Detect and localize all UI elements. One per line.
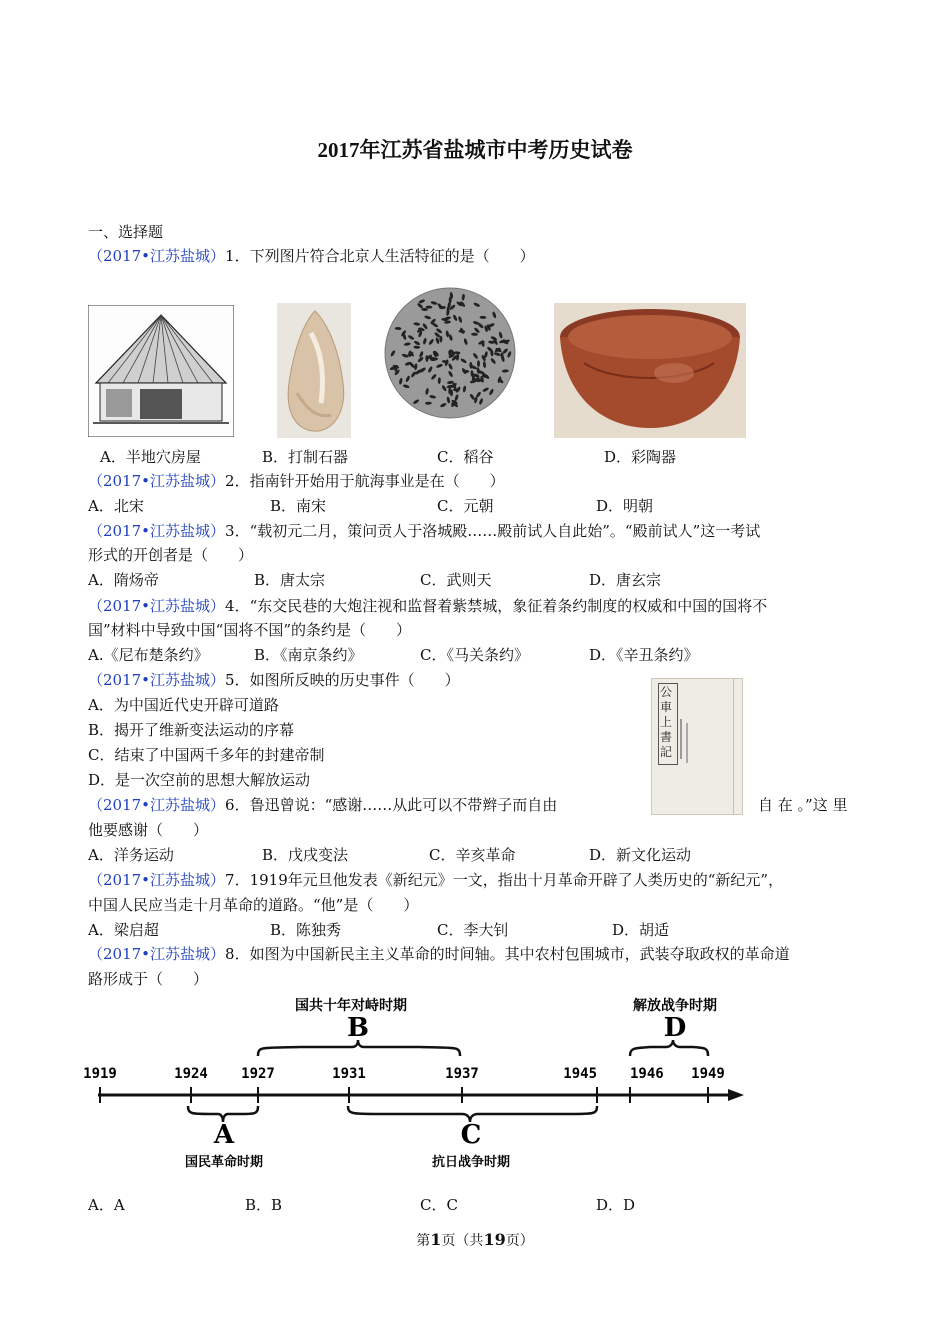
question-5 <box>88 671 460 689</box>
source-tag: （2017•江苏盐城） <box>88 871 226 889</box>
option-c: C．C <box>420 1196 458 1214</box>
source-tag: （2017•江苏盐城） <box>88 247 226 265</box>
source-tag: （2017•江苏盐城） <box>88 945 226 963</box>
question-stem: 指南针开始用于航海事业是在（ ） <box>249 472 505 490</box>
option-c: C．元朝 <box>437 497 494 515</box>
year-label-1949: 1949 <box>691 1066 725 1082</box>
footer-prefix: 第 <box>416 1233 431 1249</box>
option-b: B．打制石器 <box>262 448 349 466</box>
year-label-1945: 1945 <box>563 1066 597 1082</box>
option-c: C．稻谷 <box>437 448 494 466</box>
question-stem: 下列图片符合北京人生活特征的是（ ） <box>249 247 535 265</box>
source-tag: （2017•江苏盐城） <box>88 597 226 615</box>
option-b: B．南宋 <box>270 497 327 515</box>
year-label-1927: 1927 <box>241 1066 275 1082</box>
section-heading: 一、选择题 <box>88 223 164 241</box>
page-footer <box>0 1230 950 1250</box>
period-b-name: 国共十年对峙时期 <box>295 998 407 1014</box>
footer-suffix: 页） <box>505 1233 534 1249</box>
period-a-letter: A <box>213 1120 235 1150</box>
question-6-continued: 他要感谢（ ） <box>88 821 209 839</box>
option-d: D．彩陶器 <box>604 448 677 466</box>
question-4-continued: 国”材料中导致中国“国将不国”的条约是（ ） <box>88 621 412 639</box>
option-a: A．北宋 <box>88 497 144 515</box>
question-stem: “东交民巷的大炮注视和监督着紫禁城，象征着条约制度的权威和中国的国将不 <box>249 597 768 615</box>
question-number: 5． <box>225 671 250 689</box>
option-b: B．戊戌变法 <box>262 846 349 864</box>
timeline-arrow <box>728 1089 744 1101</box>
question-number: 4． <box>225 597 250 615</box>
period-b-brace <box>258 1040 460 1056</box>
period-a-name: 国民革命时期 <box>184 1155 264 1170</box>
question-stem: “载初元二月，策问贡人于洛城殿……殿前试人自此始”。“殿前试人”这一考试 <box>249 522 761 540</box>
footer-mid: 页（共 <box>441 1233 484 1249</box>
option-b: B．《南京条约》 <box>254 646 363 664</box>
year-label-1924: 1924 <box>174 1066 208 1082</box>
option-c: C．结束了中国两千多年的封建帝制 <box>88 746 325 764</box>
year-label-1919: 1919 <box>83 1066 117 1082</box>
question-4 <box>88 597 767 615</box>
question-stem: 如图所反映的历史事件（ ） <box>249 671 460 689</box>
option-d: D．胡适 <box>612 921 670 939</box>
period-c-letter: C <box>460 1120 482 1150</box>
option-b: B．揭开了维新变法运动的序幕 <box>88 721 295 739</box>
option-a: A．A <box>88 1196 125 1214</box>
year-label-1946: 1946 <box>630 1066 664 1082</box>
period-b-letter: B <box>347 1013 369 1043</box>
rice-grains-image <box>384 286 517 420</box>
option-d: D．《辛丑条约》 <box>589 646 699 664</box>
question-number: 6． <box>225 796 250 814</box>
option-d: D．D <box>596 1196 636 1214</box>
option-d: D．新文化运动 <box>589 846 692 864</box>
source-tag: （2017•江苏盐城） <box>88 522 226 540</box>
question-3 <box>88 522 760 540</box>
period-c-name: 抗日战争时期 <box>431 1155 511 1170</box>
year-label-1937: 1937 <box>445 1066 479 1082</box>
question-number: 7． <box>225 871 250 889</box>
question-number: 2． <box>225 472 250 490</box>
question-stem: 鲁迅曾说：“感谢……从此可以不带辫子而自由 <box>249 796 558 814</box>
current-page-number: 1 <box>430 1230 442 1249</box>
year-label-1931: 1931 <box>332 1066 366 1082</box>
option-d: D．唐玄宗 <box>589 571 662 589</box>
stone-tool-image <box>277 303 351 438</box>
total-page-count: 19 <box>483 1230 506 1249</box>
timeline-diagram <box>0 990 950 1180</box>
question-7-continued: 中国人民应当走十月革命的道路。“他”是（ ） <box>88 896 419 914</box>
source-tag: （2017•江苏盐城） <box>88 671 226 689</box>
option-a: A．梁启超 <box>88 921 159 939</box>
question-1 <box>88 247 535 265</box>
option-c: C．李大钊 <box>437 921 509 939</box>
option-a: A．半地穴房屋 <box>100 448 201 466</box>
option-c: C．《马关条约》 <box>420 646 529 664</box>
question-number: 8． <box>225 945 250 963</box>
option-a: A．隋炀帝 <box>88 571 159 589</box>
question-3-continued: 形式的开创者是（ ） <box>88 546 254 564</box>
question-8-continued: 路形成于（ ） <box>88 970 209 988</box>
book-cover-image <box>651 678 743 815</box>
question-number: 1． <box>225 247 250 265</box>
painted-pottery-image <box>554 303 746 438</box>
question-8 <box>88 945 790 963</box>
page-title: 2017年江苏省盐城市中考历史试卷 <box>317 138 633 162</box>
question-6 <box>88 796 557 814</box>
option-a: A.《尼布楚条约》 <box>88 646 209 664</box>
question-number: 3． <box>225 522 250 540</box>
source-tag: （2017•江苏盐城） <box>88 796 226 814</box>
question-stem: 1919年元旦他发表《新纪元》一文，指出十月革命开辟了人类历史的“新纪元”， <box>249 871 784 889</box>
question-6-tail: 自 在 。”这 里 <box>758 796 848 814</box>
period-d-letter: D <box>663 1013 687 1043</box>
question-7 <box>88 871 783 889</box>
source-tag: （2017•江苏盐城） <box>88 472 226 490</box>
option-a: A．洋务运动 <box>88 846 174 864</box>
option-b: B．B <box>245 1196 283 1214</box>
question-stem: 如图为中国新民主主义革命的时间轴。其中农村包围城市，武装夺取政权的革命道 <box>249 945 790 963</box>
option-d: D．明朝 <box>596 497 654 515</box>
option-c: C．辛亥革命 <box>429 846 516 864</box>
option-b: B．唐太宗 <box>254 571 326 589</box>
question-2 <box>88 472 505 490</box>
option-d: D．是一次空前的思想大解放运动 <box>88 771 311 789</box>
option-b: B．陈独秀 <box>270 921 342 939</box>
book-title: 公車上書記 <box>660 685 673 759</box>
option-a: A．为中国近代史开辟可道路 <box>88 696 279 714</box>
option-c: C．武则天 <box>420 571 492 589</box>
pit-house-image <box>88 305 234 437</box>
period-d-name: 解放战争时期 <box>633 998 717 1014</box>
